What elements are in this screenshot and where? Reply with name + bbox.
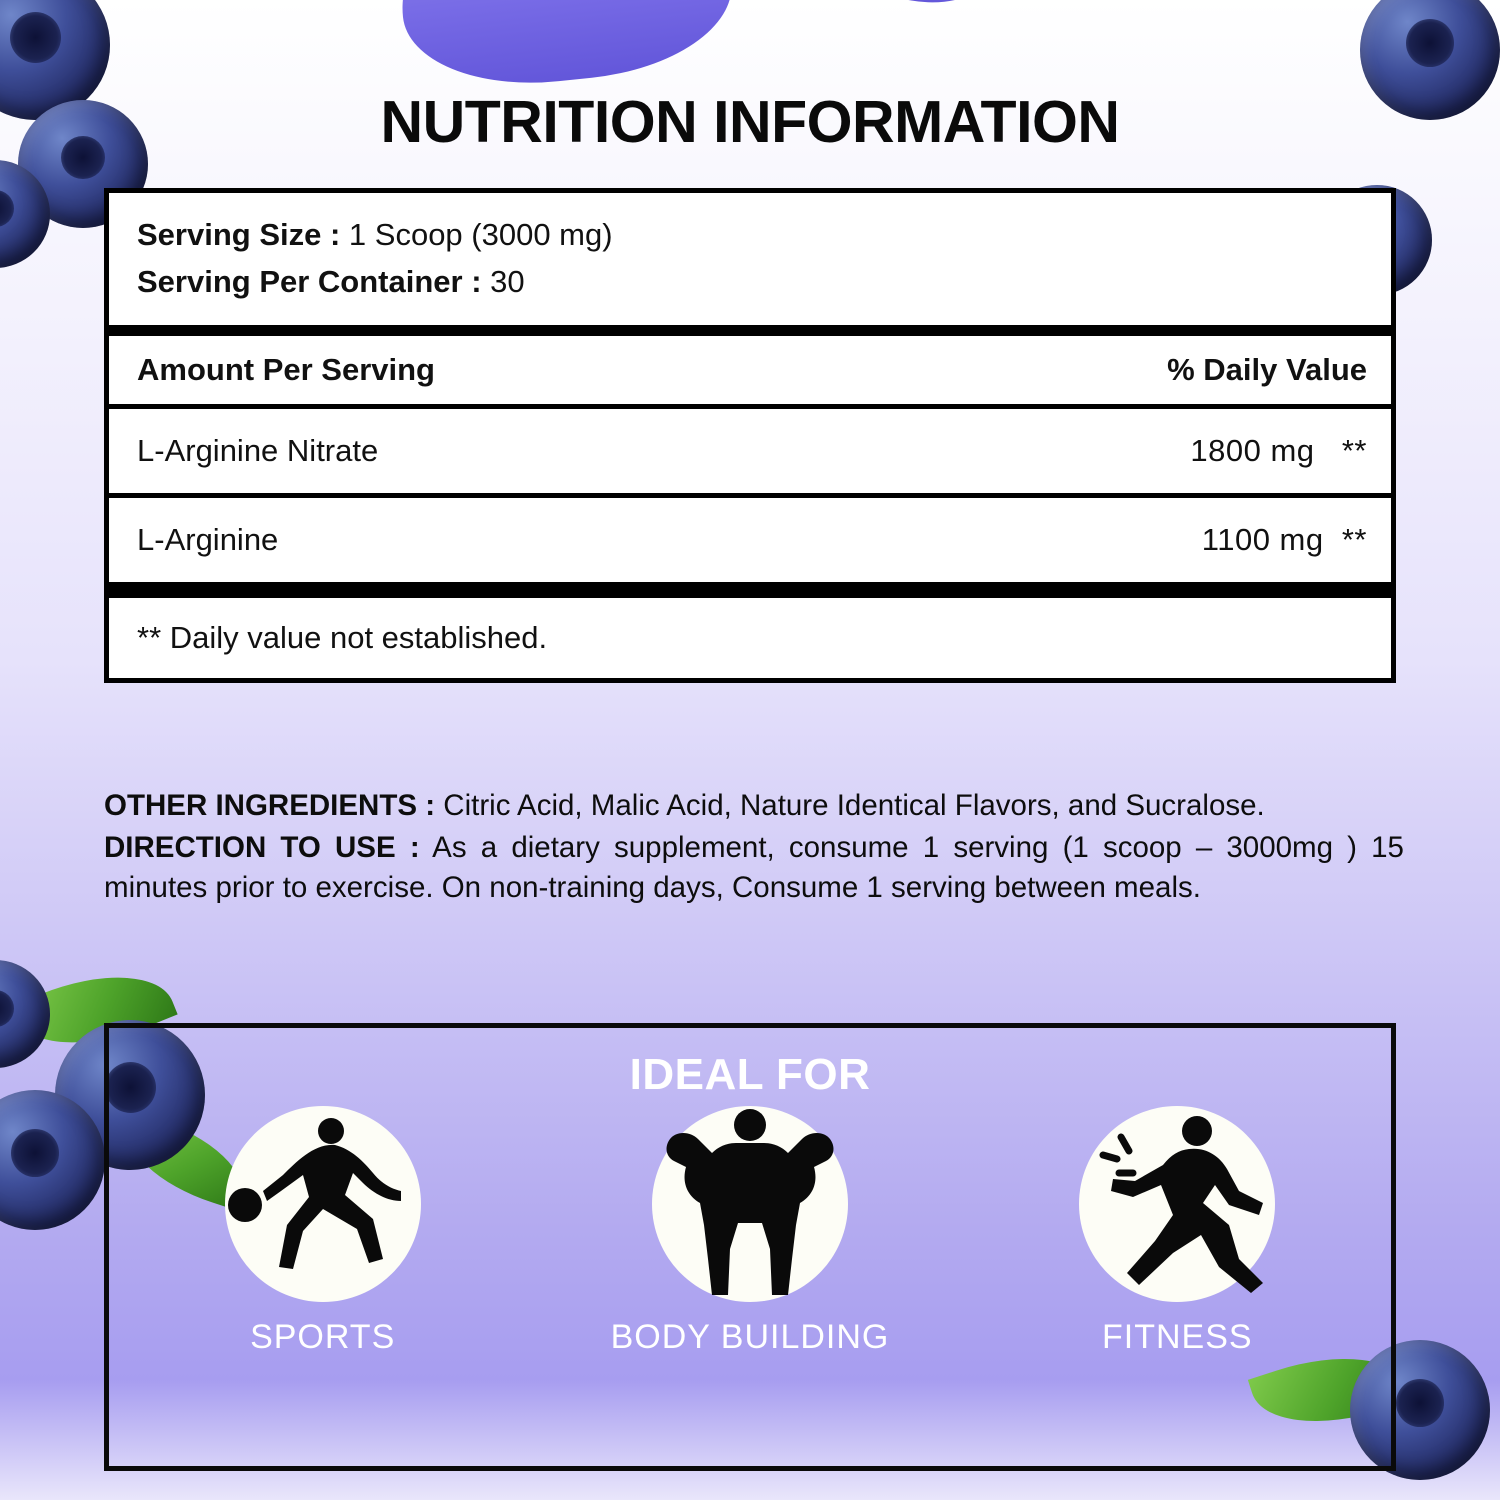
serving-size-line (137, 211, 1363, 258)
serving-size-value: 1 Scoop (3000 mg) (348, 217, 613, 252)
table-header-row (109, 336, 1391, 409)
ideal-for-title: IDEAL FOR (629, 1050, 871, 1099)
daily-value-footnote: ** Daily value not established. (137, 620, 548, 656)
direction-to-use-label: DIRECTION TO USE : (104, 831, 420, 865)
ingredient-name: L-Arginine Nitrate (137, 433, 379, 469)
ideal-for-item-fitness (1027, 1106, 1327, 1357)
serving-per-container-line (137, 258, 1363, 305)
ingredient-daily-value: ** (1341, 433, 1367, 469)
ideal-for-items (109, 1106, 1391, 1357)
amount-per-serving-header: Amount Per Serving (137, 352, 435, 388)
daily-value-header: % Daily Value (1167, 352, 1367, 388)
ingredient-amount-value: 1800 mg (1190, 433, 1315, 469)
ingredient-name: L-Arginine (137, 522, 279, 558)
serving-per-container-label: Serving Per Container : (137, 264, 482, 300)
table-row (109, 498, 1391, 587)
other-ingredients-value: Citric Acid, Malic Acid, Nature Identical Flavors, and Sucralose. (443, 789, 1265, 822)
ingredient-amount-value: 1100 mg (1201, 522, 1324, 558)
ideal-for-item-body-building (600, 1106, 900, 1357)
table-row (109, 409, 1391, 498)
table-divider (109, 587, 1391, 598)
other-ingredients-label: OTHER INGREDIENTS : (104, 789, 436, 822)
serving-block (109, 193, 1391, 336)
footnote-row (109, 598, 1391, 678)
ideal-for-label: BODY BUILDING (610, 1318, 890, 1356)
serving-size-label: Serving Size : (137, 217, 341, 252)
ingredient-amount (1190, 433, 1367, 469)
page-title: NUTRITION INFORMATION (380, 89, 1120, 155)
body-building-icon-circle (652, 1106, 848, 1302)
soccer-player-icon (223, 1109, 423, 1299)
other-information (104, 786, 1404, 910)
direction-to-use-value: As a dietary supplement, consume 1 serving (1 scoop – 3000mg ) 15 minutes prior to exercise. On non-training days, Consume 1 serving between meals. (104, 831, 1404, 905)
ingredient-daily-value: ** (1341, 522, 1367, 558)
runner-icon (1077, 1107, 1277, 1302)
ideal-for-label: SPORTS (250, 1318, 396, 1356)
fitness-icon-circle (1079, 1106, 1275, 1302)
ideal-for-label: FITNESS (1102, 1318, 1253, 1356)
ingredient-amount (1202, 522, 1367, 558)
ideal-for-section (104, 1023, 1396, 1471)
ideal-for-item-sports (173, 1106, 473, 1357)
nutrition-facts-panel (104, 188, 1396, 683)
other-ingredients-line (104, 786, 1404, 826)
sports-icon-circle (225, 1106, 421, 1302)
serving-per-container-value: 30 (490, 264, 525, 300)
bodybuilder-icon (650, 1099, 850, 1309)
direction-to-use-line (104, 828, 1404, 908)
